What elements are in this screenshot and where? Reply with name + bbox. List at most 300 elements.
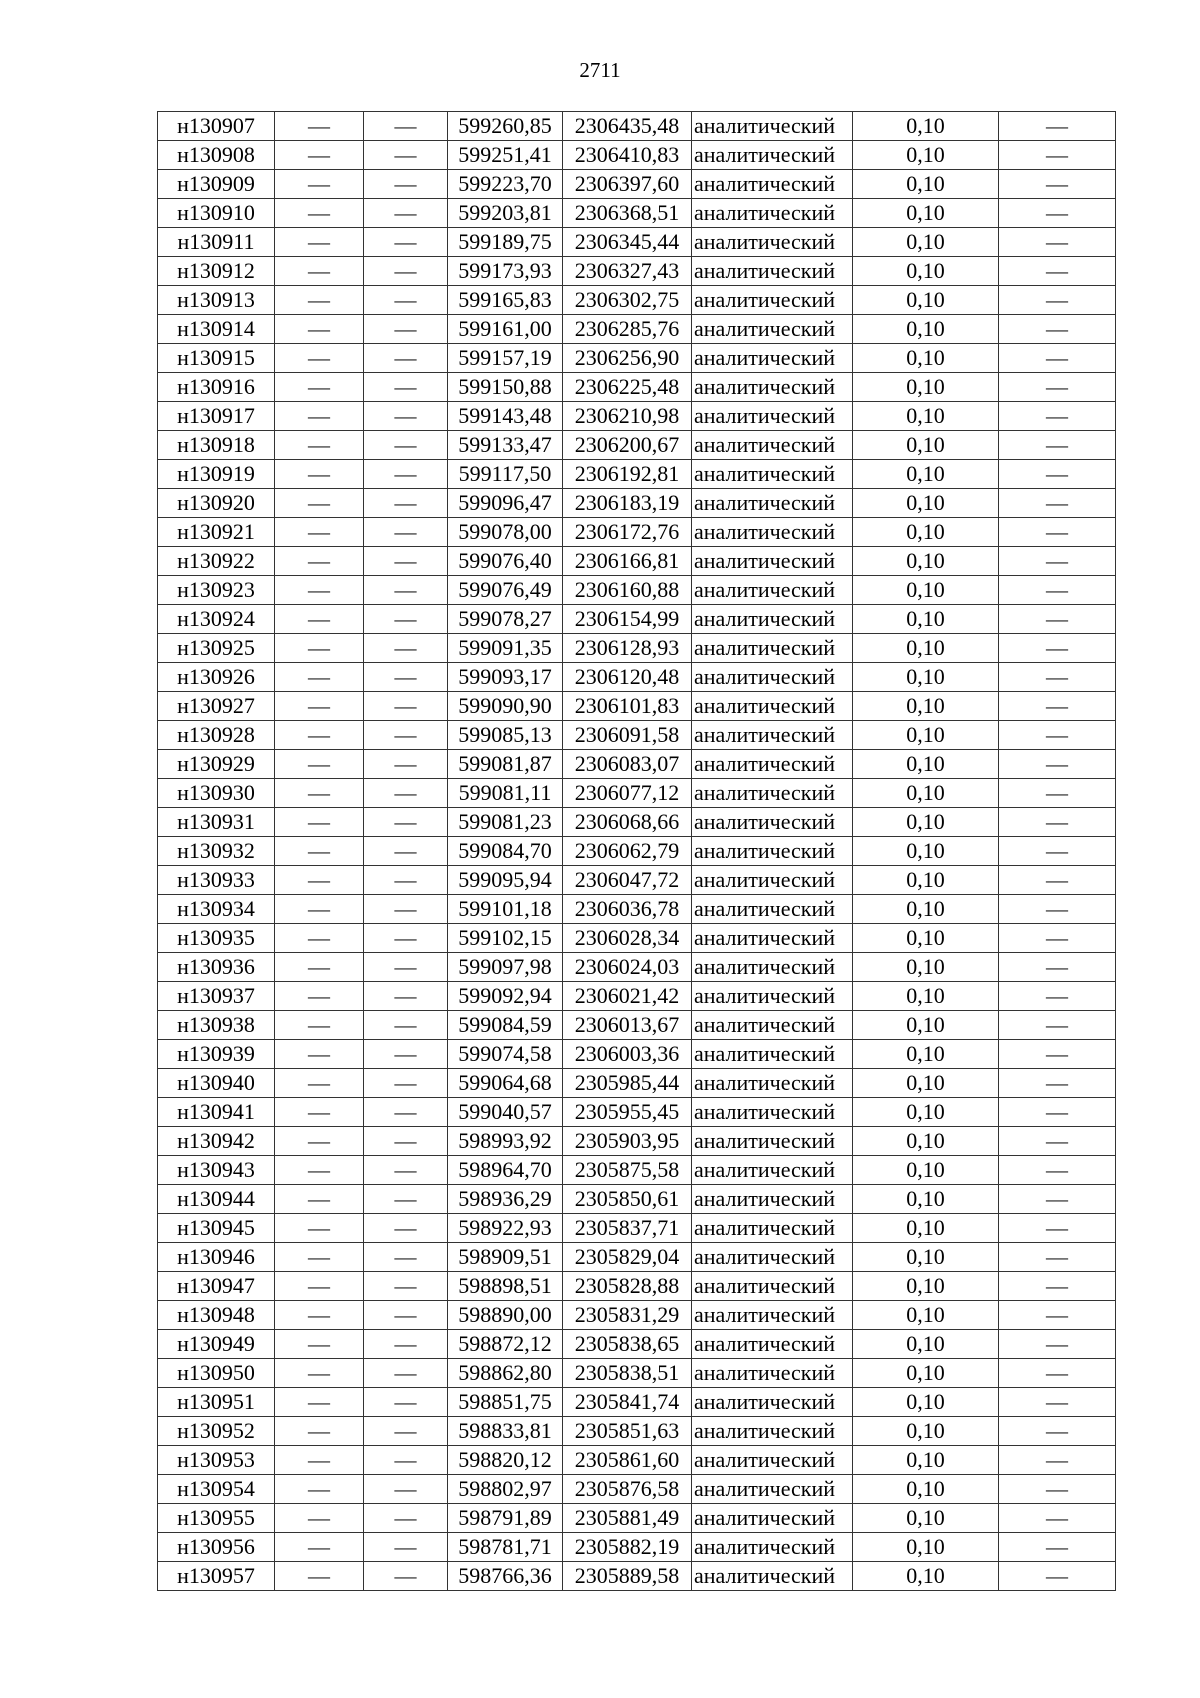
- point-name-cell: н130928: [158, 721, 275, 750]
- accuracy-cell: 0,10: [853, 141, 999, 170]
- empty-value-cell: —: [999, 547, 1116, 576]
- table-row: [158, 953, 1116, 982]
- y-coordinate-cell: 2306083,07: [563, 750, 692, 779]
- table-row: [158, 257, 1116, 286]
- x-coordinate-cell: 599074,58: [448, 1040, 563, 1069]
- method-cell: аналитический: [692, 460, 853, 489]
- empty-value-cell: —: [364, 605, 448, 634]
- empty-value-cell: —: [364, 199, 448, 228]
- y-coordinate-cell: 2305985,44: [563, 1069, 692, 1098]
- point-name-cell: н130953: [158, 1446, 275, 1475]
- empty-value-cell: —: [999, 1243, 1116, 1272]
- accuracy-cell: 0,10: [853, 1388, 999, 1417]
- accuracy-cell: 0,10: [853, 1562, 999, 1591]
- point-name-cell: н130948: [158, 1301, 275, 1330]
- empty-value-cell: —: [999, 1417, 1116, 1446]
- table-row: [158, 373, 1116, 402]
- table-row: [158, 489, 1116, 518]
- empty-value-cell: —: [275, 721, 364, 750]
- empty-value-cell: —: [275, 1156, 364, 1185]
- x-coordinate-cell: 599090,90: [448, 692, 563, 721]
- empty-value-cell: —: [999, 1475, 1116, 1504]
- method-cell: аналитический: [692, 141, 853, 170]
- method-cell: аналитический: [692, 286, 853, 315]
- empty-value-cell: —: [999, 344, 1116, 373]
- empty-value-cell: —: [999, 1272, 1116, 1301]
- y-coordinate-cell: 2306047,72: [563, 866, 692, 895]
- accuracy-cell: 0,10: [853, 373, 999, 402]
- empty-value-cell: —: [999, 315, 1116, 344]
- table-row: [158, 1214, 1116, 1243]
- method-cell: аналитический: [692, 1417, 853, 1446]
- x-coordinate-cell: 599091,35: [448, 634, 563, 663]
- point-name-cell: н130949: [158, 1330, 275, 1359]
- accuracy-cell: 0,10: [853, 779, 999, 808]
- x-coordinate-cell: 598791,89: [448, 1504, 563, 1533]
- empty-value-cell: —: [364, 1127, 448, 1156]
- empty-value-cell: —: [999, 431, 1116, 460]
- method-cell: аналитический: [692, 344, 853, 373]
- point-name-cell: н130931: [158, 808, 275, 837]
- empty-value-cell: —: [275, 1301, 364, 1330]
- table-row: [158, 1533, 1116, 1562]
- y-coordinate-cell: 2305837,71: [563, 1214, 692, 1243]
- empty-value-cell: —: [275, 1359, 364, 1388]
- empty-value-cell: —: [275, 489, 364, 518]
- point-name-cell: н130917: [158, 402, 275, 431]
- method-cell: аналитический: [692, 1127, 853, 1156]
- empty-value-cell: —: [364, 721, 448, 750]
- empty-value-cell: —: [364, 1504, 448, 1533]
- y-coordinate-cell: 2305838,51: [563, 1359, 692, 1388]
- y-coordinate-cell: 2306183,19: [563, 489, 692, 518]
- accuracy-cell: 0,10: [853, 982, 999, 1011]
- point-name-cell: н130938: [158, 1011, 275, 1040]
- table-row: [158, 170, 1116, 199]
- empty-value-cell: —: [364, 402, 448, 431]
- accuracy-cell: 0,10: [853, 170, 999, 199]
- method-cell: аналитический: [692, 1330, 853, 1359]
- empty-value-cell: —: [275, 1011, 364, 1040]
- x-coordinate-cell: 599203,81: [448, 199, 563, 228]
- y-coordinate-cell: 2306154,99: [563, 605, 692, 634]
- method-cell: аналитический: [692, 750, 853, 779]
- method-cell: аналитический: [692, 1301, 853, 1330]
- x-coordinate-cell: 599076,40: [448, 547, 563, 576]
- empty-value-cell: —: [364, 1301, 448, 1330]
- empty-value-cell: —: [364, 547, 448, 576]
- empty-value-cell: —: [364, 982, 448, 1011]
- x-coordinate-cell: 599084,59: [448, 1011, 563, 1040]
- point-name-cell: н130913: [158, 286, 275, 315]
- point-name-cell: н130924: [158, 605, 275, 634]
- empty-value-cell: —: [999, 1185, 1116, 1214]
- x-coordinate-cell: 599150,88: [448, 373, 563, 402]
- empty-value-cell: —: [275, 431, 364, 460]
- empty-value-cell: —: [275, 1417, 364, 1446]
- y-coordinate-cell: 2306435,48: [563, 112, 692, 141]
- table-row: [158, 286, 1116, 315]
- empty-value-cell: —: [999, 112, 1116, 141]
- empty-value-cell: —: [275, 315, 364, 344]
- empty-value-cell: —: [999, 170, 1116, 199]
- accuracy-cell: 0,10: [853, 1272, 999, 1301]
- y-coordinate-cell: 2306285,76: [563, 315, 692, 344]
- empty-value-cell: —: [999, 924, 1116, 953]
- accuracy-cell: 0,10: [853, 402, 999, 431]
- table-row: [158, 1475, 1116, 1504]
- table-row: [158, 141, 1116, 170]
- method-cell: аналитический: [692, 1156, 853, 1185]
- x-coordinate-cell: 599078,27: [448, 605, 563, 634]
- point-name-cell: н130919: [158, 460, 275, 489]
- x-coordinate-cell: 599064,68: [448, 1069, 563, 1098]
- empty-value-cell: —: [999, 1156, 1116, 1185]
- empty-value-cell: —: [364, 1475, 448, 1504]
- empty-value-cell: —: [275, 1272, 364, 1301]
- point-name-cell: н130955: [158, 1504, 275, 1533]
- point-name-cell: н130950: [158, 1359, 275, 1388]
- point-name-cell: н130921: [158, 518, 275, 547]
- empty-value-cell: —: [364, 257, 448, 286]
- y-coordinate-cell: 2305829,04: [563, 1243, 692, 1272]
- method-cell: аналитический: [692, 170, 853, 199]
- point-name-cell: н130916: [158, 373, 275, 402]
- method-cell: аналитический: [692, 663, 853, 692]
- point-name-cell: н130920: [158, 489, 275, 518]
- y-coordinate-cell: 2306062,79: [563, 837, 692, 866]
- empty-value-cell: —: [364, 1359, 448, 1388]
- empty-value-cell: —: [999, 605, 1116, 634]
- page-number: 2711: [579, 58, 621, 82]
- accuracy-cell: 0,10: [853, 1533, 999, 1562]
- accuracy-cell: 0,10: [853, 1359, 999, 1388]
- empty-value-cell: —: [999, 1127, 1116, 1156]
- accuracy-cell: 0,10: [853, 1475, 999, 1504]
- y-coordinate-cell: 2306410,83: [563, 141, 692, 170]
- y-coordinate-cell: 2305861,60: [563, 1446, 692, 1475]
- accuracy-cell: 0,10: [853, 1330, 999, 1359]
- method-cell: аналитический: [692, 402, 853, 431]
- empty-value-cell: —: [364, 1533, 448, 1562]
- accuracy-cell: 0,10: [853, 1098, 999, 1127]
- method-cell: аналитический: [692, 1185, 853, 1214]
- y-coordinate-cell: 2306101,83: [563, 692, 692, 721]
- table-row: [158, 547, 1116, 576]
- y-coordinate-cell: 2305838,65: [563, 1330, 692, 1359]
- accuracy-cell: 0,10: [853, 1127, 999, 1156]
- x-coordinate-cell: 599096,47: [448, 489, 563, 518]
- empty-value-cell: —: [364, 228, 448, 257]
- empty-value-cell: —: [275, 663, 364, 692]
- table-row: [158, 402, 1116, 431]
- table-row: [158, 866, 1116, 895]
- empty-value-cell: —: [275, 779, 364, 808]
- empty-value-cell: —: [999, 286, 1116, 315]
- empty-value-cell: —: [275, 924, 364, 953]
- method-cell: аналитический: [692, 1562, 853, 1591]
- accuracy-cell: 0,10: [853, 518, 999, 547]
- point-name-cell: н130909: [158, 170, 275, 199]
- table-row: [158, 1185, 1116, 1214]
- empty-value-cell: —: [275, 1185, 364, 1214]
- x-coordinate-cell: 599095,94: [448, 866, 563, 895]
- empty-value-cell: —: [364, 1388, 448, 1417]
- table-row: [158, 431, 1116, 460]
- empty-value-cell: —: [364, 924, 448, 953]
- point-name-cell: н130935: [158, 924, 275, 953]
- x-coordinate-cell: 599076,49: [448, 576, 563, 605]
- table-row: [158, 605, 1116, 634]
- x-coordinate-cell: 599161,00: [448, 315, 563, 344]
- x-coordinate-cell: 599040,57: [448, 1098, 563, 1127]
- x-coordinate-cell: 598833,81: [448, 1417, 563, 1446]
- table-row: [158, 1388, 1116, 1417]
- empty-value-cell: —: [999, 1562, 1116, 1591]
- x-coordinate-cell: 599093,17: [448, 663, 563, 692]
- empty-value-cell: —: [364, 837, 448, 866]
- point-name-cell: н130934: [158, 895, 275, 924]
- empty-value-cell: —: [275, 112, 364, 141]
- table-row: [158, 1417, 1116, 1446]
- empty-value-cell: —: [999, 663, 1116, 692]
- empty-value-cell: —: [999, 257, 1116, 286]
- empty-value-cell: —: [364, 779, 448, 808]
- method-cell: аналитический: [692, 895, 853, 924]
- table-row: [158, 1127, 1116, 1156]
- method-cell: аналитический: [692, 924, 853, 953]
- empty-value-cell: —: [999, 837, 1116, 866]
- method-cell: аналитический: [692, 373, 853, 402]
- point-name-cell: н130907: [158, 112, 275, 141]
- empty-value-cell: —: [275, 634, 364, 663]
- method-cell: аналитический: [692, 808, 853, 837]
- y-coordinate-cell: 2306077,12: [563, 779, 692, 808]
- table-row: [158, 1330, 1116, 1359]
- table-row: [158, 1359, 1116, 1388]
- y-coordinate-cell: 2306256,90: [563, 344, 692, 373]
- x-coordinate-cell: 598862,80: [448, 1359, 563, 1388]
- y-coordinate-cell: 2306345,44: [563, 228, 692, 257]
- x-coordinate-cell: 599251,41: [448, 141, 563, 170]
- table-row: [158, 634, 1116, 663]
- method-cell: аналитический: [692, 953, 853, 982]
- accuracy-cell: 0,10: [853, 895, 999, 924]
- x-coordinate-cell: 599165,83: [448, 286, 563, 315]
- empty-value-cell: —: [999, 1504, 1116, 1533]
- method-cell: аналитический: [692, 1069, 853, 1098]
- accuracy-cell: 0,10: [853, 344, 999, 373]
- empty-value-cell: —: [364, 344, 448, 373]
- point-name-cell: н130932: [158, 837, 275, 866]
- x-coordinate-cell: 599092,94: [448, 982, 563, 1011]
- empty-value-cell: —: [999, 199, 1116, 228]
- method-cell: аналитический: [692, 1446, 853, 1475]
- table-row: [158, 199, 1116, 228]
- empty-value-cell: —: [275, 199, 364, 228]
- x-coordinate-cell: 598872,12: [448, 1330, 563, 1359]
- empty-value-cell: —: [364, 1272, 448, 1301]
- point-name-cell: н130927: [158, 692, 275, 721]
- empty-value-cell: —: [364, 866, 448, 895]
- y-coordinate-cell: 2305831,29: [563, 1301, 692, 1330]
- empty-value-cell: —: [275, 808, 364, 837]
- y-coordinate-cell: 2306368,51: [563, 199, 692, 228]
- empty-value-cell: —: [275, 1388, 364, 1417]
- accuracy-cell: 0,10: [853, 1156, 999, 1185]
- empty-value-cell: —: [999, 779, 1116, 808]
- method-cell: аналитический: [692, 489, 853, 518]
- accuracy-cell: 0,10: [853, 228, 999, 257]
- empty-value-cell: —: [999, 1069, 1116, 1098]
- empty-value-cell: —: [275, 605, 364, 634]
- y-coordinate-cell: 2306068,66: [563, 808, 692, 837]
- y-coordinate-cell: 2306327,43: [563, 257, 692, 286]
- accuracy-cell: 0,10: [853, 286, 999, 315]
- table-row: [158, 895, 1116, 924]
- empty-value-cell: —: [999, 489, 1116, 518]
- table-row: [158, 663, 1116, 692]
- table-row: [158, 576, 1116, 605]
- empty-value-cell: —: [999, 518, 1116, 547]
- x-coordinate-cell: 598802,97: [448, 1475, 563, 1504]
- table-row: [158, 1069, 1116, 1098]
- empty-value-cell: —: [275, 286, 364, 315]
- y-coordinate-cell: 2306210,98: [563, 402, 692, 431]
- y-coordinate-cell: 2305955,45: [563, 1098, 692, 1127]
- empty-value-cell: —: [275, 895, 364, 924]
- empty-value-cell: —: [275, 1069, 364, 1098]
- method-cell: аналитический: [692, 199, 853, 228]
- empty-value-cell: —: [999, 1040, 1116, 1069]
- table-row: [158, 344, 1116, 373]
- point-name-cell: н130914: [158, 315, 275, 344]
- table-row: [158, 1272, 1116, 1301]
- empty-value-cell: —: [999, 1301, 1116, 1330]
- point-name-cell: н130910: [158, 199, 275, 228]
- y-coordinate-cell: 2305881,49: [563, 1504, 692, 1533]
- table-row: [158, 924, 1116, 953]
- method-cell: аналитический: [692, 1504, 853, 1533]
- empty-value-cell: —: [999, 721, 1116, 750]
- x-coordinate-cell: 598851,75: [448, 1388, 563, 1417]
- accuracy-cell: 0,10: [853, 199, 999, 228]
- x-coordinate-cell: 598766,36: [448, 1562, 563, 1591]
- empty-value-cell: —: [275, 344, 364, 373]
- x-coordinate-cell: 598964,70: [448, 1156, 563, 1185]
- empty-value-cell: —: [364, 1417, 448, 1446]
- accuracy-cell: 0,10: [853, 1417, 999, 1446]
- empty-value-cell: —: [364, 373, 448, 402]
- empty-value-cell: —: [275, 1127, 364, 1156]
- empty-value-cell: —: [364, 1011, 448, 1040]
- table-row: [158, 228, 1116, 257]
- method-cell: аналитический: [692, 1098, 853, 1127]
- accuracy-cell: 0,10: [853, 663, 999, 692]
- point-name-cell: н130922: [158, 547, 275, 576]
- method-cell: аналитический: [692, 779, 853, 808]
- x-coordinate-cell: 599101,18: [448, 895, 563, 924]
- y-coordinate-cell: 2306200,67: [563, 431, 692, 460]
- empty-value-cell: —: [275, 1504, 364, 1533]
- method-cell: аналитический: [692, 1214, 853, 1243]
- method-cell: аналитический: [692, 866, 853, 895]
- table-row: [158, 982, 1116, 1011]
- empty-value-cell: —: [364, 953, 448, 982]
- y-coordinate-cell: 2306172,76: [563, 518, 692, 547]
- accuracy-cell: 0,10: [853, 866, 999, 895]
- x-coordinate-cell: 599189,75: [448, 228, 563, 257]
- x-coordinate-cell: 598936,29: [448, 1185, 563, 1214]
- empty-value-cell: —: [364, 634, 448, 663]
- x-coordinate-cell: 599084,70: [448, 837, 563, 866]
- empty-value-cell: —: [364, 692, 448, 721]
- x-coordinate-cell: 599157,19: [448, 344, 563, 373]
- y-coordinate-cell: 2305876,58: [563, 1475, 692, 1504]
- point-name-cell: н130933: [158, 866, 275, 895]
- empty-value-cell: —: [275, 402, 364, 431]
- empty-value-cell: —: [999, 750, 1116, 779]
- point-name-cell: н130943: [158, 1156, 275, 1185]
- y-coordinate-cell: 2306302,75: [563, 286, 692, 315]
- x-coordinate-cell: 599102,15: [448, 924, 563, 953]
- point-name-cell: н130939: [158, 1040, 275, 1069]
- y-coordinate-cell: 2305851,63: [563, 1417, 692, 1446]
- accuracy-cell: 0,10: [853, 576, 999, 605]
- point-name-cell: н130937: [158, 982, 275, 1011]
- empty-value-cell: —: [275, 257, 364, 286]
- empty-value-cell: —: [364, 1562, 448, 1591]
- table-row: [158, 518, 1116, 547]
- table-row: [158, 1562, 1116, 1591]
- empty-value-cell: —: [999, 402, 1116, 431]
- table-row: [158, 112, 1116, 141]
- method-cell: аналитический: [692, 1272, 853, 1301]
- y-coordinate-cell: 2305875,58: [563, 1156, 692, 1185]
- empty-value-cell: —: [275, 692, 364, 721]
- empty-value-cell: —: [999, 1446, 1116, 1475]
- point-name-cell: н130929: [158, 750, 275, 779]
- table-row: [158, 721, 1116, 750]
- empty-value-cell: —: [364, 460, 448, 489]
- empty-value-cell: —: [364, 315, 448, 344]
- empty-value-cell: —: [364, 750, 448, 779]
- table-row: [158, 750, 1116, 779]
- point-name-cell: н130945: [158, 1214, 275, 1243]
- y-coordinate-cell: 2306225,48: [563, 373, 692, 402]
- empty-value-cell: —: [999, 1098, 1116, 1127]
- accuracy-cell: 0,10: [853, 808, 999, 837]
- point-name-cell: н130926: [158, 663, 275, 692]
- table-row: [158, 1098, 1116, 1127]
- x-coordinate-cell: 599081,11: [448, 779, 563, 808]
- table-row: [158, 1301, 1116, 1330]
- accuracy-cell: 0,10: [853, 112, 999, 141]
- empty-value-cell: —: [364, 489, 448, 518]
- empty-value-cell: —: [999, 460, 1116, 489]
- accuracy-cell: 0,10: [853, 605, 999, 634]
- accuracy-cell: 0,10: [853, 431, 999, 460]
- point-name-cell: н130942: [158, 1127, 275, 1156]
- empty-value-cell: —: [999, 141, 1116, 170]
- accuracy-cell: 0,10: [853, 837, 999, 866]
- table-row: [158, 460, 1116, 489]
- method-cell: аналитический: [692, 982, 853, 1011]
- empty-value-cell: —: [999, 895, 1116, 924]
- method-cell: аналитический: [692, 1533, 853, 1562]
- y-coordinate-cell: 2306003,36: [563, 1040, 692, 1069]
- point-name-cell: н130925: [158, 634, 275, 663]
